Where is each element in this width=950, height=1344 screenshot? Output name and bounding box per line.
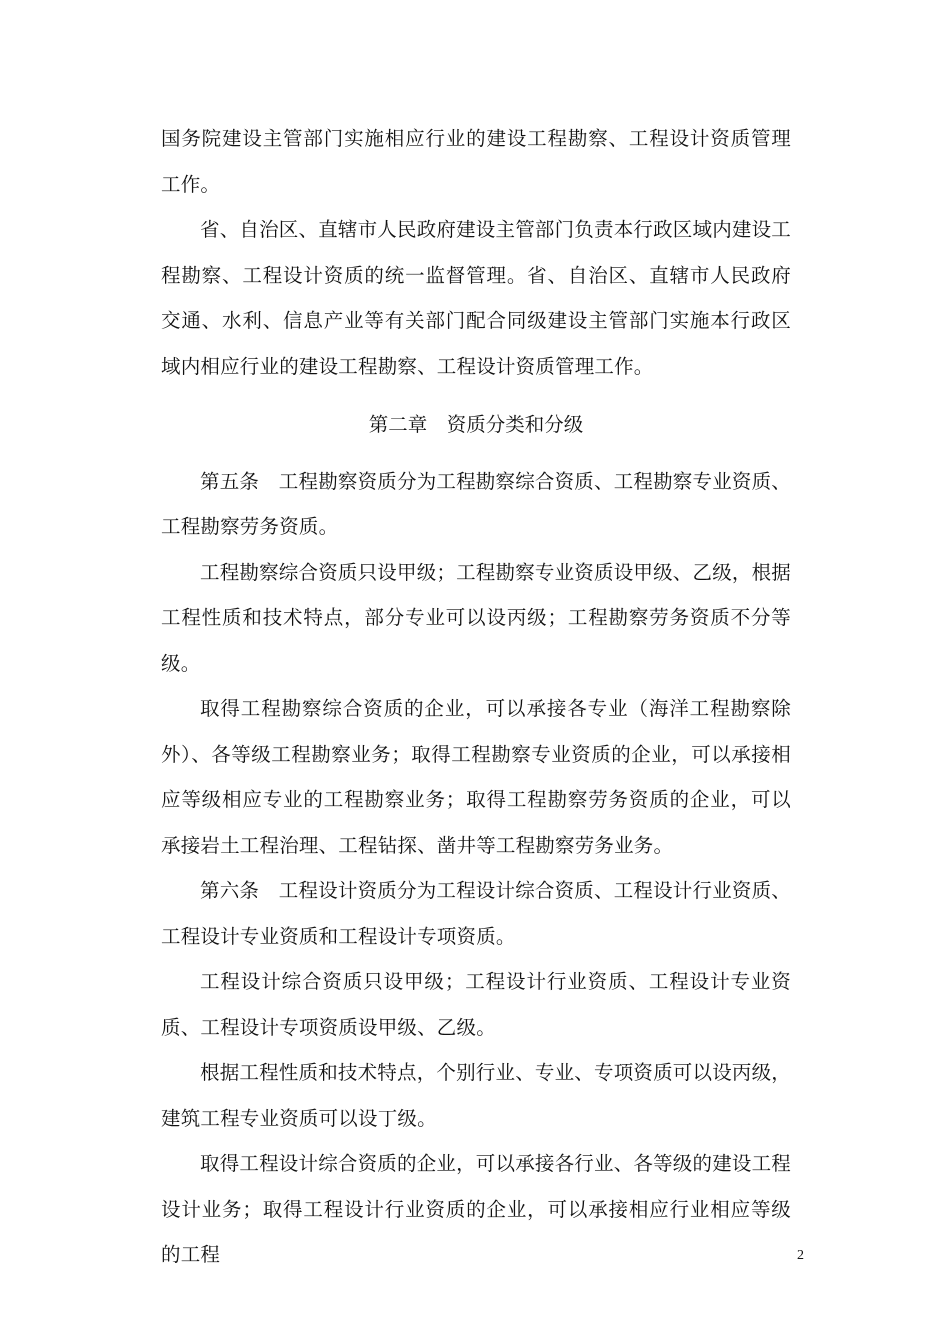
paragraph-design-special-grades: 根据工程性质和技术特点，个别行业、专业、专项资质可以设丙级，建筑工程专业资质可以设丁级。 [161,1061,792,1130]
paragraph-design-grades: 工程设计综合资质只设甲级；工程设计行业资质、工程设计专业资质、工程设计专项资质设甲级、乙级。 [161,970,791,1039]
document-body [161,116,791,1278]
paragraph-design-scope: 取得工程设计综合资质的企业，可以承接各行业、各等级的建设工程设计业务；取得工程设计行业资质的企业，可以承接相应行业相应等级的工程 [161,1152,792,1266]
paragraph-survey-grades: 工程勘察综合资质只设甲级；工程勘察专业资质设甲级、乙级，根据工程性质和技术特点，部分专业可以设丙级；工程勘察劳务资质不分等级。 [161,560,792,675]
chapter-heading: 第二章 资质分类和分级 [368,413,584,436]
page-number: 2 [797,1248,804,1263]
paragraph-survey-scope: 取得工程勘察综合资质的企业，可以承接各专业（海洋工程勘察除外）、各等级工程勘察业务；取得工程勘察专业资质的企业，可以承接相应等级相应专业的工程勘察业务；取得工程勘察劳务资质的企业，可以承接岩土工程治理、工程钻探、凿井等工程勘察劳务业务。 [161,697,791,857]
article-5: 第五条 工程勘察资质分为工程勘察综合资质、工程勘察专业资质、工程勘察劳务资质。 [161,469,792,538]
article-6: 第六条 工程设计资质分为工程设计综合资质、工程设计行业资质、工程设计专业资质和工程设计专项资质。 [161,879,792,948]
paragraph-2: 省、自治区、直辖市人民政府建设主管部门负责本行政区域内建设工程勘察、工程设计资质的统一监督管理。省、自治区、直辖市人民政府交通、水利、信息产业等有关部门配合同级建设主管部门实施本行政区域内相应行业的建设工程勘察、工程设计资质管理工作。 [161,218,792,378]
paragraph-1: 国务院建设主管部门实施相应行业的建设工程勘察、工程设计资质管理工作。 [161,127,791,196]
